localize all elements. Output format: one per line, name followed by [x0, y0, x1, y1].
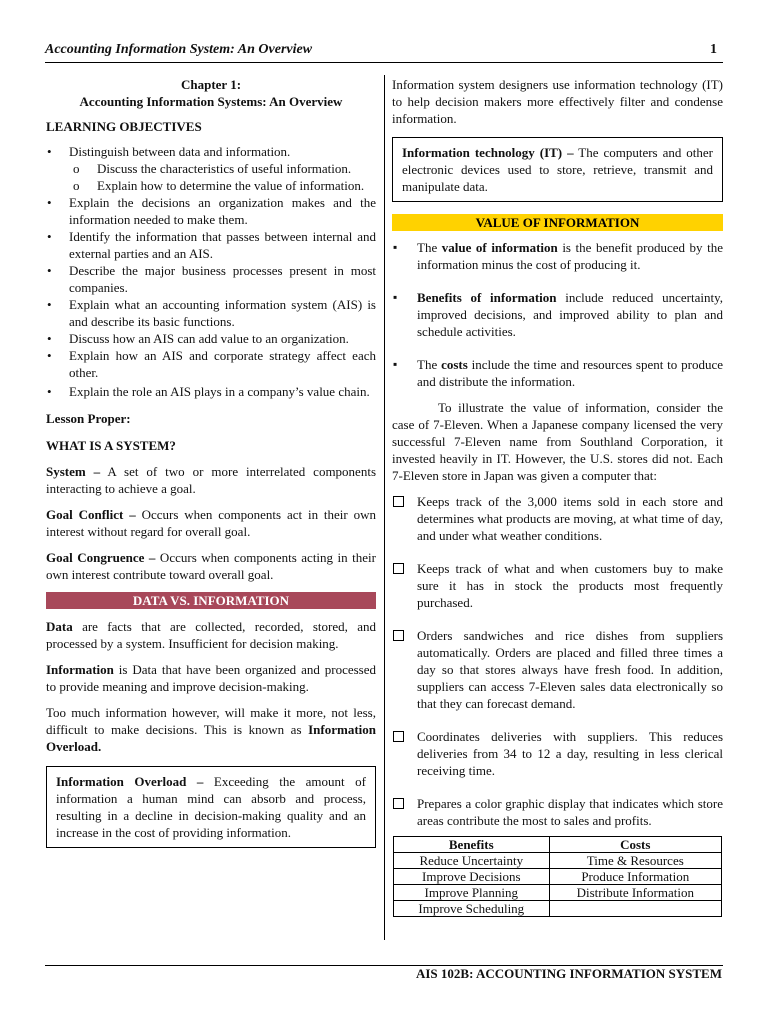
checkbox-icon: [393, 798, 404, 809]
table-cell: Improve Scheduling: [394, 901, 550, 917]
costs-bullet: ▪ The costs include the time and resources spent to produce and distribute the information.: [393, 357, 724, 389]
checkbox-icon: [393, 563, 404, 574]
value-bullet: ▪ The value of information is the benefit produced by the information minus the cost of producing it.: [393, 240, 723, 272]
it-definition-box: Information technology (IT) – The computers and other electronic devices used to store, retrieve, transmit and manipulate data.: [392, 137, 723, 202]
checkbox-icon: [393, 630, 404, 641]
data-vs-information-banner: DATA VS. INFORMATION: [46, 592, 376, 609]
list-item: • Distinguish between data and information.: [47, 144, 291, 159]
costs-header: Costs: [549, 837, 721, 853]
table-cell: [549, 901, 721, 917]
bullet-icon: •: [47, 229, 52, 244]
checklist-item: Keeps track of the 3,000 items sold in each store and determines what products are moving, at what time of day, and under what weather conditions.: [392, 493, 723, 544]
information-overload-paragraph: Too much information however, will make it more, not less, difficult to make decisions. This is known as Information Overload.: [46, 705, 376, 754]
list-item: • Describe the major business processes present in most companies.: [47, 263, 376, 295]
page-header: [45, 42, 723, 63]
bullet-icon: •: [47, 263, 52, 278]
square-bullet-icon: ▪: [393, 290, 398, 304]
table-cell: Improve Planning: [394, 885, 550, 901]
table-cell: Reduce Uncertainty: [394, 853, 550, 869]
checklist-item: Coordinates deliveries with suppliers. This reduces deliveries from 34 to 12 a day, resulting in less clerical receiving time.: [392, 728, 723, 779]
page-footer: AIS 102B: ACCOUNTING INFORMATION SYSTEM: [415, 966, 722, 981]
bullet-icon: •: [47, 331, 52, 346]
list-item: • Explain the role an AIS plays in a company’s value chain.: [47, 384, 370, 399]
table-cell: Distribute Information: [549, 885, 721, 901]
table-row: [394, 869, 722, 885]
bullet-icon: •: [47, 297, 52, 312]
goal-congruence-definition: Goal Congruence – Occurs when components acting in their own interest contribute toward overall goal.: [46, 550, 376, 582]
table-cell: Improve Decisions: [394, 869, 550, 885]
checkbox-icon: [393, 731, 404, 742]
table-cell: Produce Information: [549, 869, 721, 885]
benefits-costs-table: [393, 836, 722, 917]
it-intro-paragraph: Information system designers use information technology (IT) to help decision makers more effectively filter and condense information.: [392, 77, 723, 126]
checklist-item: Prepares a color graphic display that indicates which store areas contribute the most to sales and profits.: [392, 795, 723, 829]
list-item: • Explain what an accounting information system (AIS) is and describe its basic functions.: [47, 297, 376, 329]
goal-conflict-definition: Goal Conflict – Occurs when components act in their own interest without regard for overall goal.: [46, 507, 376, 539]
bullet-icon: •: [47, 144, 52, 159]
lesson-proper-heading: Lesson Proper:: [46, 411, 131, 426]
column-divider: [384, 75, 385, 940]
value-of-information-banner: VALUE OF INFORMATION: [392, 214, 723, 231]
system-definition: System – A set of two or more interrelated components interacting to achieve a goal.: [46, 464, 376, 496]
left-column: [46, 76, 376, 848]
system-heading: WHAT IS A SYSTEM?: [46, 438, 176, 453]
benefits-bullet: ▪ Benefits of information include reduced uncertainty, improved decisions, and improved ability to plan and schedule activities.: [393, 290, 723, 339]
list-item: • Identify the information that passes between internal and external parties and an AIS.: [47, 229, 376, 261]
sub-bullet-icon: o: [73, 178, 80, 193]
information-definition: Information is Data that have been organized and processed to provide meaning and improve decision-making.: [46, 662, 376, 694]
table-row: [394, 885, 722, 901]
data-definition: Data are facts that are collected, recorded, stored, and processed by a system. Insufficient for decision making.: [46, 619, 376, 651]
checklist-item: Orders sandwiches and rice dishes from suppliers automatically. Orders are placed and filled three times a day so that stores always have fresh food. In addition, suppliers can access 7-Eleven sales data electronically so that they can forecast demand.: [392, 627, 723, 712]
table-row: [394, 901, 722, 917]
table-cell: Time & Resources: [549, 853, 721, 869]
sub-bullet-icon: o: [73, 161, 80, 176]
objectives-list: [46, 143, 376, 400]
bullet-icon: •: [47, 348, 52, 363]
square-bullet-icon: ▪: [393, 357, 398, 371]
list-item: o Discuss the characteristics of useful information.: [73, 161, 352, 176]
information-overload-box: Information Overload – Exceeding the amount of information a human mind can absorb and process, resulting in a decline in decision-making quality and an increase in the cost of providing information.: [46, 766, 376, 848]
table-header-row: [394, 837, 722, 853]
right-column: [392, 76, 723, 917]
list-item: • Discuss how an AIS can add value to an organization.: [47, 331, 349, 346]
header-title: Accounting Information System: An Overview: [45, 42, 313, 57]
list-item: • Explain the decisions an organization makes and the information needed to make them.: [47, 195, 376, 227]
list-item: • Explain how an AIS and corporate strategy affect each other.: [47, 348, 376, 380]
checklist-item: Keeps track of what and when customers buy to make sure it has in stock the products most frequently purchased.: [392, 560, 723, 611]
page-number: 1: [710, 42, 717, 57]
bullet-icon: •: [47, 195, 52, 210]
list-item: o Explain how to determine the value of information.: [73, 178, 365, 193]
learning-objectives-heading: LEARNING OBJECTIVES: [46, 119, 202, 134]
chapter-number: Chapter 1:: [180, 77, 242, 92]
illustration-paragraph: To illustrate the value of information, consider the case of 7-Eleven. When a Japanese company licensed the very successful 7-Eleven name from Southland Corporation, it invested heavily in IT. However, the U.S. stores did not. Each 7-Eleven store in Japan was given a computer that:: [392, 400, 723, 483]
square-bullet-icon: ▪: [393, 240, 398, 254]
checkbox-icon: [393, 496, 404, 507]
chapter-title: Accounting Information Systems: An Overview: [79, 94, 343, 109]
table-row: [394, 853, 722, 869]
benefits-header: Benefits: [394, 837, 550, 853]
bullet-icon: •: [47, 384, 52, 399]
